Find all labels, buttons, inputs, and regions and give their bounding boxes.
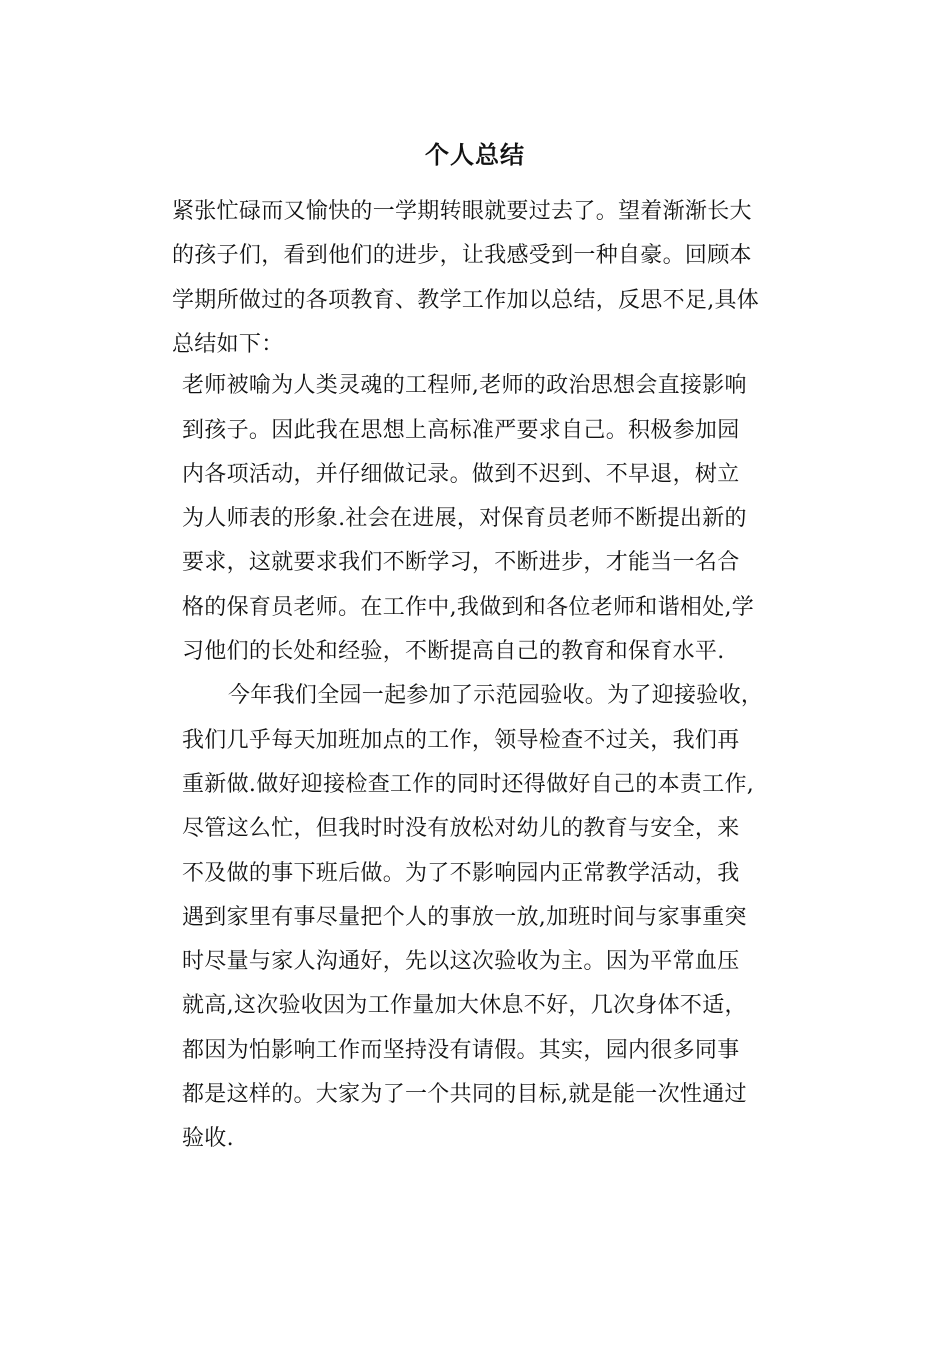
paragraph-3-line-1: 今年我们全园一起参加了示范园验收。为了迎接验收， [228,683,764,708]
paragraph-3-line-10: 都是这样的。大家为了一个共同的目标,就是能一次性通过 [182,1082,747,1107]
paragraph-3-line-3: 重新做.做好迎接检查工作的同时还得做好自己的本责工作, [182,772,755,797]
paragraph-1-line-4: 总结如下： [172,332,284,357]
paragraph-2-line-4: 为人师表的形象.社会在进展，对保育员老师不断提出新的 [182,506,747,531]
paragraph-2-line-5: 要求，这就要求我们不断学习，不断进步，才能当一名合 [182,550,740,575]
paragraph-2-line-1: 老师被喻为人类灵魂的工程师,老师的政治思想会直接影响 [182,373,747,398]
paragraph-2-line-7: 习他们的长处和经验，不断提高自己的教育和保育水平. [182,639,725,664]
paragraph-3-line-6: 遇到家里有事尽量把个人的事放一放,加班时间与家事重突 [182,905,747,930]
paragraph-3-line-8: 就高,这次验收因为工作量加大休息不好，几次身体不适， [182,993,747,1018]
paragraph-2-line-6: 格的保育员老师。在工作中,我做到和各位老师和谐相处,学 [182,595,755,620]
paragraph-1-line-3: 学期所做过的各项教育、教学工作加以总结，反思不足,具体 [172,288,760,313]
paragraph-1-line-2: 的孩子们，看到他们的进步，让我感受到一种自豪。回顾本 [172,243,752,268]
paragraph-3-line-9: 都因为怕影响工作而坚持没有请假。其实，园内很多同事 [182,1038,740,1063]
paragraph-3-line-2: 我们几乎每天加班加点的工作，领导检查不过关，我们再 [182,728,740,753]
paragraph-3-line-4: 尽管这么忙，但我时时没有放松对幼儿的教育与安全，来 [182,816,740,841]
paragraph-3-line-7: 时尽量与家人沟通好，先以这次验收为主。因为平常血压 [182,949,740,974]
paragraph-1-line-1: 紧张忙碌而又愉快的一学期转眼就要过去了。望着渐渐长大 [172,199,752,224]
paragraph-3-line-5: 不及做的事下班后做。为了不影响园内正常教学活动，我 [182,861,740,886]
document-title: 个人总结 [425,140,525,169]
paragraph-2-line-2: 到孩子。因此我在思想上高标准严要求自己。积极参加园 [182,418,740,443]
paragraph-3-line-11: 验收. [182,1126,234,1151]
paragraph-2-line-3: 内各项活动，并仔细做记录。做到不迟到、不早退，树立 [182,462,740,487]
